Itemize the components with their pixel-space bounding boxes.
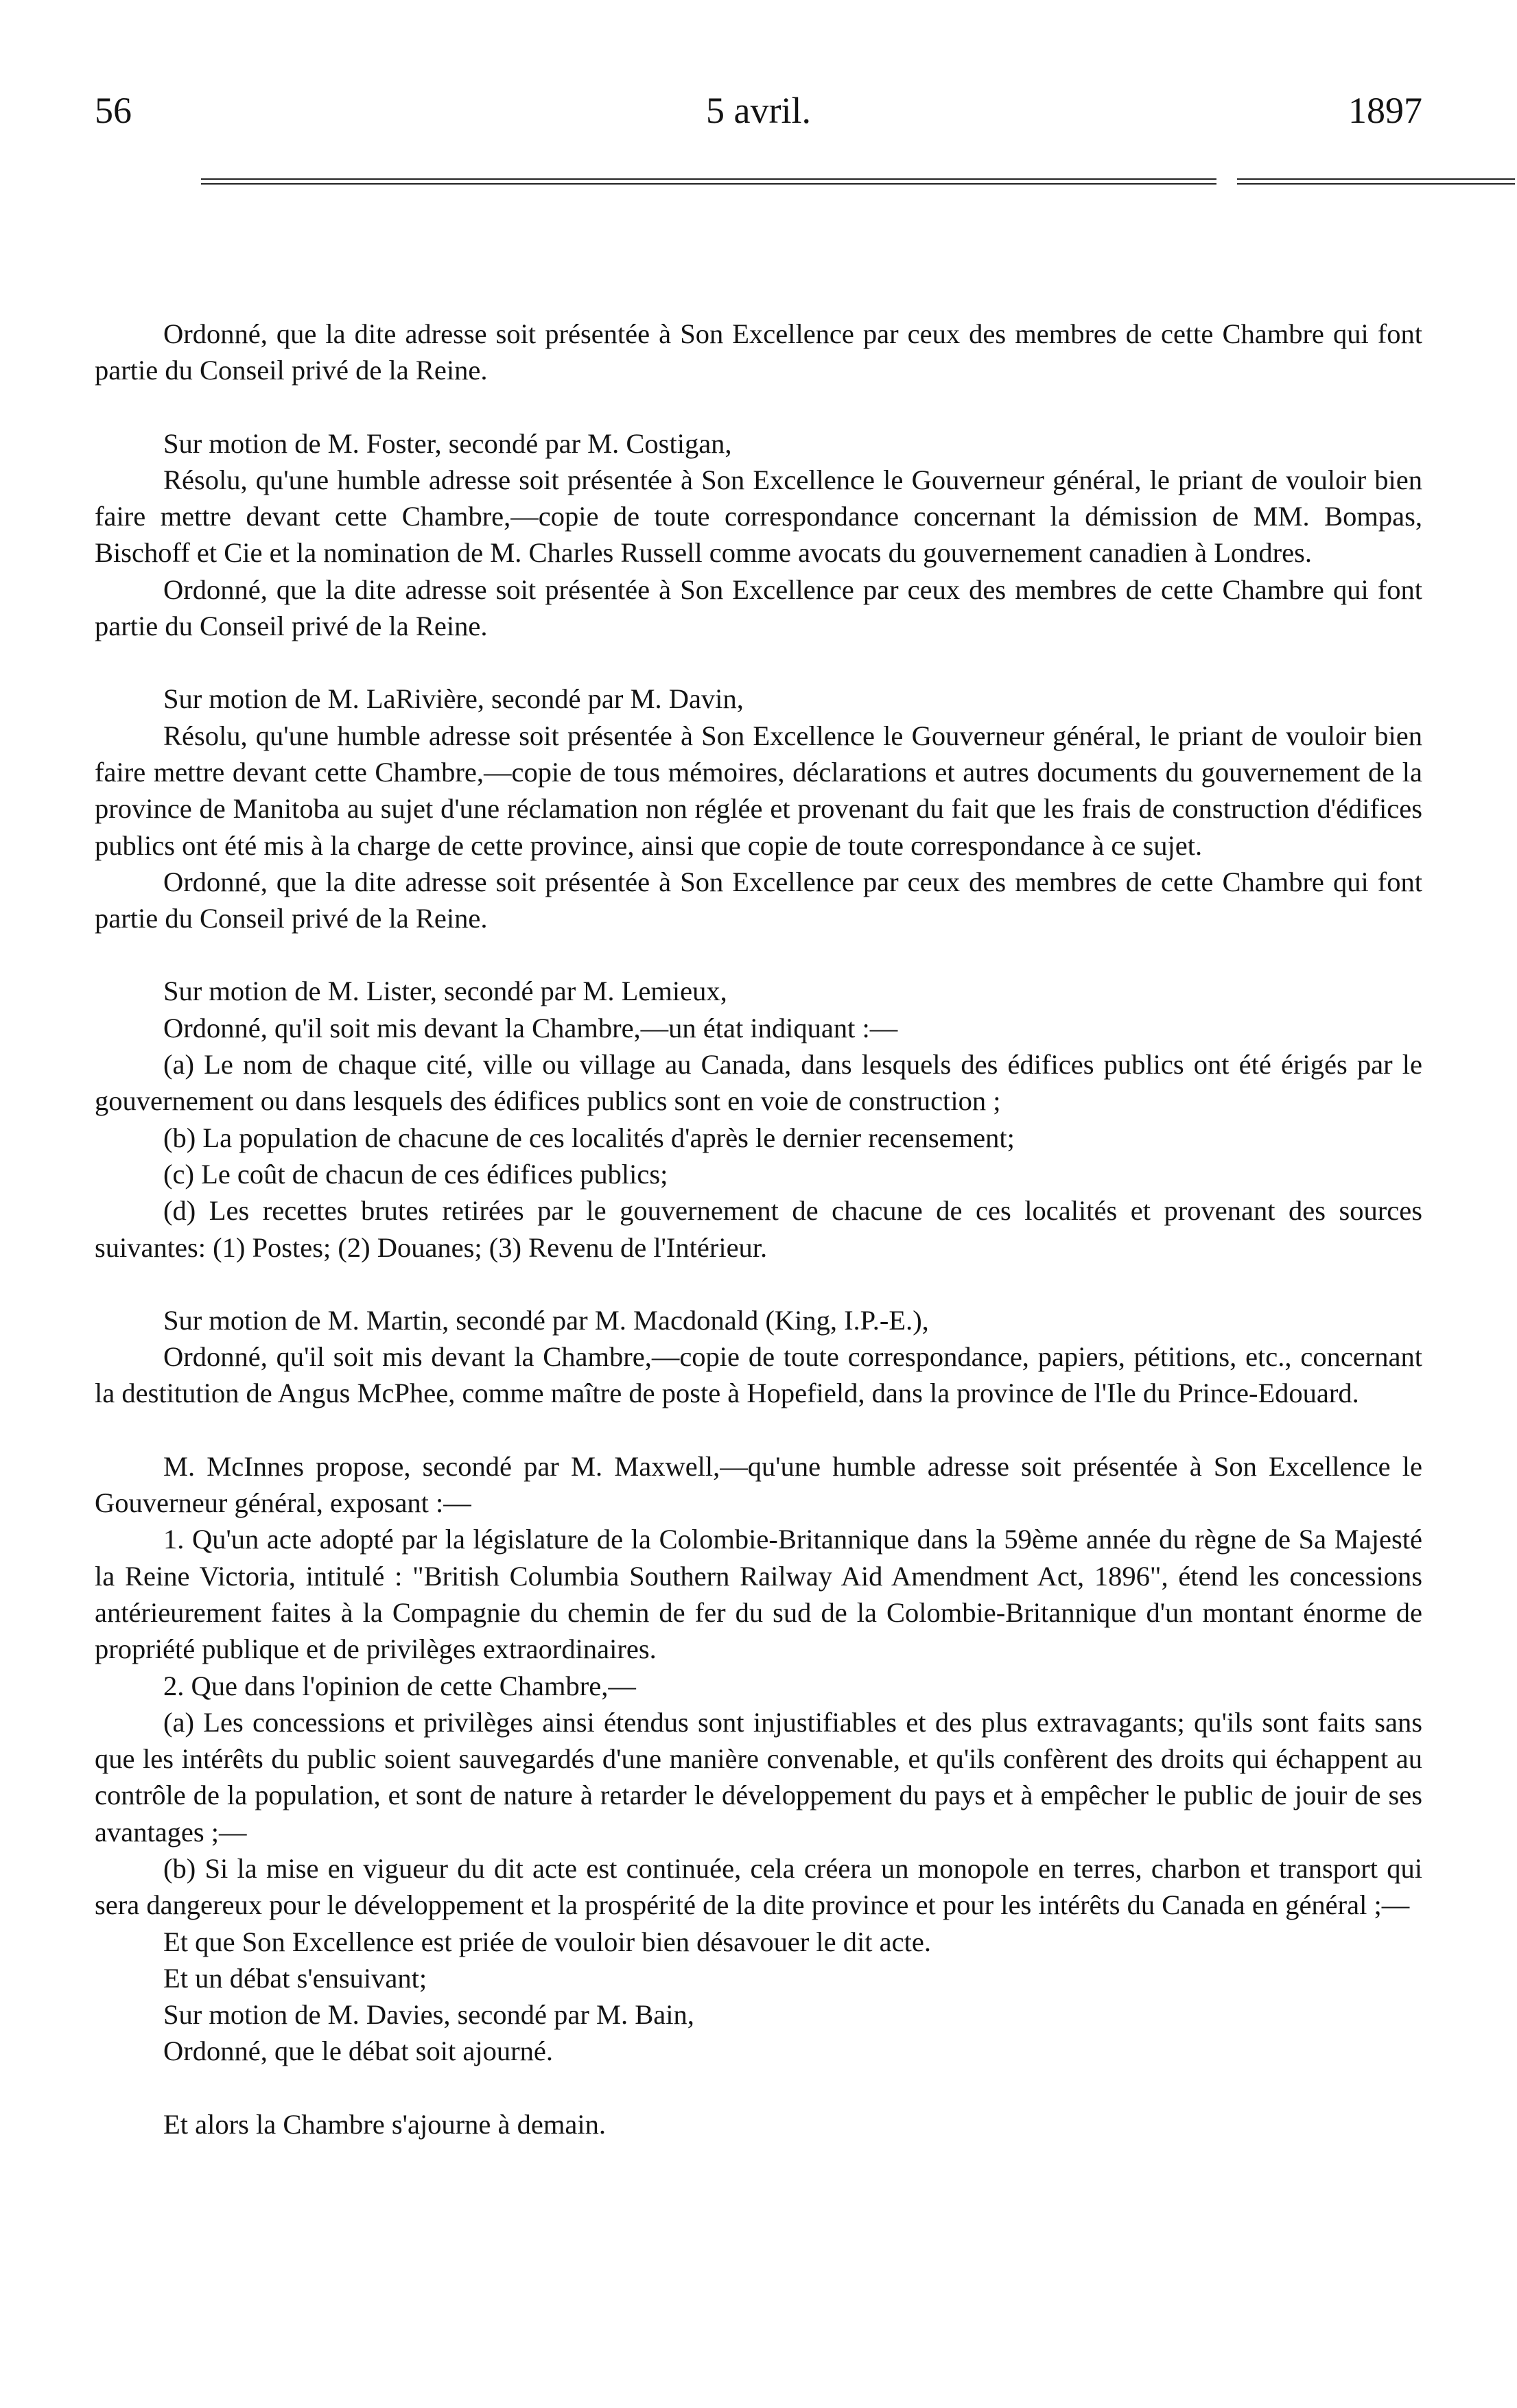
paragraph-ordonne-mcphee: Ordonné, qu'il soit mis devant la Chambre,—copie de toute correspondance, papiers, pétitions, etc., concernant la destitution de Angus McPhee, comme maître de poste à Hopefield, dans la province de l'Ile du Prince-Edouard. bbox=[95, 1341, 1422, 1409]
page-number: 56 bbox=[95, 90, 132, 131]
paragraph-point-1: 1. Qu'un acte adopté par la législature de la Colombie-Britannique dans la 59ème année du règne de Sa Majesté la Reine Victoria, intitulé : "British Columbia Southern Railway Aid Amendment Act, 1896", étend les concessions antérieurement faites à la Compagnie du chemin de fer du sud de la Colombie-Britannique d'un montant énorme de propriété publique et de privilèges extraordinaires. bbox=[95, 1524, 1422, 1665]
paragraph-ordonne-1: Ordonné, que la dite adresse soit présentée à Son Excellence par ceux des membres de cette Chambre qui font partie du Conseil privé de la Reine. bbox=[95, 318, 1422, 386]
paragraph-item-c: (c) Le coût de chacun de ces édifices publics; bbox=[163, 1158, 668, 1190]
paragraph-point-2: 2. Que dans l'opinion de cette Chambre,— bbox=[163, 1670, 636, 1701]
paragraph-ordonne-etat: Ordonné, qu'il soit mis devant la Chambre,—un état indiquant :— bbox=[163, 1012, 898, 1043]
paragraph-motion-martin: Sur motion de M. Martin, secondé par M. Macdonald (King, I.P.-E.), bbox=[163, 1304, 929, 1336]
page-header bbox=[95, 89, 1422, 144]
paragraph-closing: Et alors la Chambre s'ajourne à demain. bbox=[163, 2108, 606, 2140]
paragraph-resolu-2: Résolu, qu'une humble adresse soit présentée à Son Excellence le Gouverneur général, le priant de vouloir bien faire mettre devant cette Chambre,—copie de tous mémoires, déclarations et autres documents du gouvernement de la province de Manitoba au sujet d'une réclamation non réglée et provenant du fait que les frais de construction d'édifices publics ont été mis à la charge de cette province, ainsi que copie de toute correspondance à ce sujet. bbox=[95, 720, 1422, 861]
paragraph-debat: Et un débat s'ensuivant; bbox=[163, 1962, 427, 1994]
paragraph-mcinnes-propose: M. McInnes propose, secondé par M. Maxwell,—qu'une humble adresse soit présentée à Son Excellence le Gouverneur général, exposant :— bbox=[95, 1450, 1422, 1519]
paragraph-motion-foster: Sur motion de M. Foster, secondé par M. Costigan, bbox=[163, 427, 732, 459]
paragraph-motion-lister: Sur motion de M. Lister, secondé par M. Lemieux, bbox=[163, 976, 727, 1007]
paragraph-item-a: (a) Le nom de chaque cité, ville ou village au Canada, dans lesquels des édifices publics ont été érigés par le gouvernement ou dans lesquels des édifices publics sont en voie de construction ; bbox=[95, 1049, 1422, 1117]
page-date: 5 avril. bbox=[706, 90, 811, 131]
page bbox=[95, 89, 1422, 2140]
paragraph-motion-lariviere: Sur motion de M. LaRivière, secondé par M. Davin, bbox=[163, 683, 744, 715]
paragraph-point-2a: (a) Les concessions et privilèges ainsi étendus sont injustifiables et des plus extravagants; qu'ils sont faits sans que les intérêts du public soient sauvegardés d'une manière convenable, et qu'ils confèrent des droits qui échappent au contrôle de la population, et sont de nature à retarder le développement du pays et à empêcher le public de jouir de ses avantages ;— bbox=[95, 1706, 1422, 1848]
paragraph-item-b: (b) La population de chacune de ces localités d'après le dernier recensement; bbox=[163, 1122, 1015, 1153]
page-year: 1897 bbox=[1348, 90, 1422, 131]
paragraph-desavouer: Et que Son Excellence est priée de vouloir bien désavouer le dit acte. bbox=[163, 1926, 931, 1957]
header-rule-left bbox=[201, 178, 1216, 185]
paragraph-ajourne: Ordonné, que le débat soit ajourné. bbox=[163, 2035, 553, 2067]
paragraph-ordonne-2: Ordonné, que la dite adresse soit présentée à Son Excellence par ceux des membres de cette Chambre qui font partie du Conseil privé de la Reine. bbox=[95, 574, 1422, 642]
page-body bbox=[95, 316, 1422, 2143]
paragraph-point-2b: (b) Si la mise en vigueur du dit acte est continuée, cela créera un monopole en terres, charbon et transport qui sera dangereux pour le développement et la prospérité de la dite province et pour les intérêts du Canada en général ;— bbox=[95, 1852, 1422, 1921]
header-rule-right bbox=[1237, 178, 1515, 185]
paragraph-ordonne-3: Ordonné, que la dite adresse soit présentée à Son Excellence par ceux des membres de cette Chambre qui font partie du Conseil privé de la Reine. bbox=[95, 866, 1422, 934]
paragraph-motion-davies: Sur motion de M. Davies, secondé par M. Bain, bbox=[163, 1999, 694, 2031]
paragraph-item-d: (d) Les recettes brutes retirées par le gouvernement de chacune de ces localités et provenant des sources suivantes: (1) Postes; (2) Douanes; (3) Revenu de l'Intérieur. bbox=[95, 1195, 1422, 1263]
paragraph-resolu-1: Résolu, qu'une humble adresse soit présentée à Son Excellence le Gouverneur général, le priant de vouloir bien faire mettre devant cette Chambre,—copie de toute correspondance concernant la démission de MM. Bompas, Bischoff et Cie et la nomination de M. Charles Russell comme avocats du gouvernement canadien à Londres. bbox=[95, 464, 1422, 569]
